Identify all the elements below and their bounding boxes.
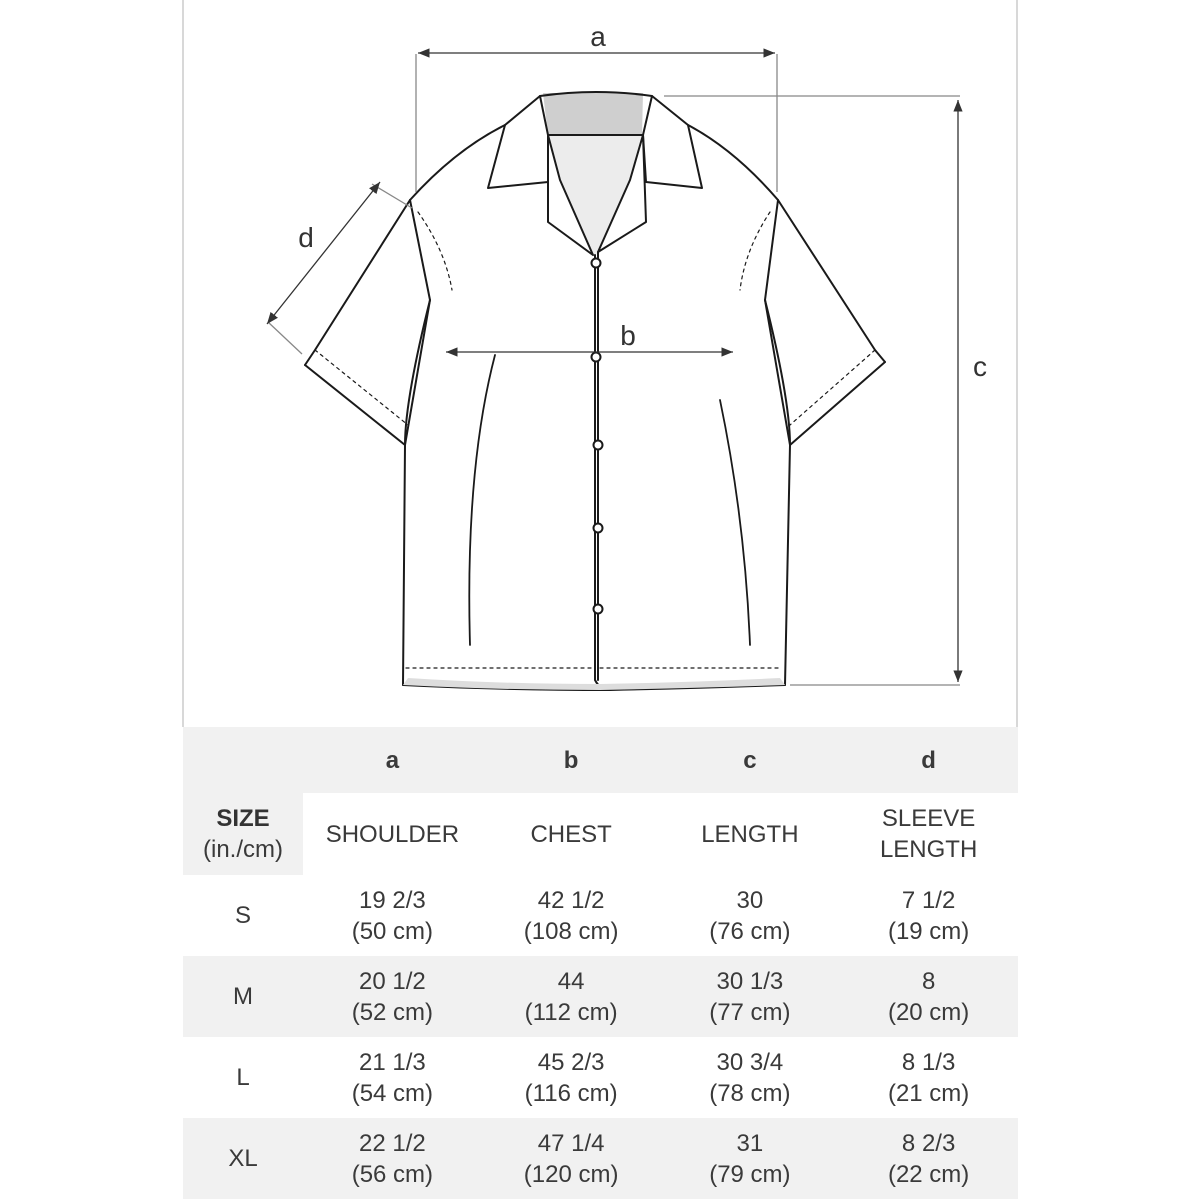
button-icon bbox=[592, 259, 601, 268]
inch-value: 31 bbox=[736, 1129, 764, 1157]
column-header-line1: CHEST bbox=[530, 820, 612, 848]
measurement-cell bbox=[661, 1037, 840, 1118]
inch-value: 22 1/2 bbox=[359, 1129, 426, 1157]
inch-value: 42 1/2 bbox=[537, 886, 605, 914]
measurement-cell bbox=[839, 1037, 1018, 1118]
table-row bbox=[183, 1037, 1018, 1118]
cm-value: (108 cm) bbox=[523, 917, 619, 945]
button-icon bbox=[592, 353, 601, 362]
cm-value: (19 cm) bbox=[887, 917, 970, 945]
sleeve-left-hem bbox=[315, 350, 408, 425]
torso-right bbox=[765, 300, 790, 685]
inch-value: 47 1/4 bbox=[537, 1129, 605, 1157]
cm-value: (79 cm) bbox=[709, 1160, 791, 1188]
inch-value: 8 1/3 bbox=[901, 1048, 956, 1076]
inch-value: 44 bbox=[557, 967, 585, 995]
sleeve-left bbox=[305, 200, 430, 445]
size-cell: L bbox=[236, 1064, 250, 1091]
label-d: d bbox=[298, 222, 314, 253]
sleeve-right-hem bbox=[790, 350, 875, 425]
dart-left bbox=[469, 355, 495, 645]
cm-value: (77 cm) bbox=[709, 998, 791, 1026]
inch-value: 30 1/3 bbox=[716, 967, 784, 995]
size-header-main: SIZE bbox=[216, 805, 270, 832]
size-rows bbox=[183, 875, 1018, 1199]
column-header-line1: SLEEVE bbox=[881, 805, 976, 832]
column-header-line1: SHOULDER bbox=[325, 820, 460, 848]
column-header-shoulder bbox=[303, 793, 482, 875]
cm-value: (50 cm) bbox=[351, 917, 434, 945]
inch-value: 19 2/3 bbox=[359, 886, 426, 914]
measurement-cell bbox=[661, 875, 840, 956]
inch-value: 8 bbox=[921, 967, 936, 995]
sleeve-left-seam bbox=[418, 212, 452, 290]
cm-value: (54 cm) bbox=[351, 1079, 434, 1107]
measurement-cell bbox=[482, 1037, 661, 1118]
header-names-row bbox=[183, 793, 1018, 875]
measurement-cell bbox=[661, 1118, 840, 1199]
button-icon bbox=[594, 441, 603, 450]
header-letter: b bbox=[482, 727, 661, 793]
inch-value: 45 2/3 bbox=[537, 1048, 605, 1076]
button-icon bbox=[594, 524, 603, 533]
collar-right bbox=[643, 96, 702, 188]
cm-value: (52 cm) bbox=[351, 998, 434, 1026]
cm-value: (22 cm) bbox=[887, 1160, 970, 1188]
measurement-cell bbox=[839, 875, 1018, 956]
size-cell: XL bbox=[183, 1118, 303, 1199]
body-right bbox=[688, 125, 885, 362]
measurement-cell bbox=[839, 956, 1018, 1037]
size-cell: S bbox=[234, 902, 251, 929]
measurement-cell bbox=[303, 956, 482, 1037]
header-letter: d bbox=[839, 727, 1018, 793]
size-header bbox=[183, 793, 303, 875]
header-letters-row bbox=[183, 727, 1018, 793]
size-header-unit: (in./cm) bbox=[203, 836, 283, 863]
table-row bbox=[183, 1118, 1018, 1199]
button-icon bbox=[594, 605, 603, 614]
header-letter: c bbox=[661, 727, 840, 793]
body-left bbox=[305, 125, 505, 365]
table-row bbox=[183, 875, 1018, 956]
dart-right bbox=[720, 400, 750, 645]
measurement-cell bbox=[839, 1118, 1018, 1199]
column-header-line2: LENGTH bbox=[879, 836, 978, 863]
cm-value: (56 cm) bbox=[351, 1160, 434, 1188]
column-header-line1: LENGTH bbox=[701, 820, 799, 848]
measurement-cell bbox=[303, 1037, 482, 1118]
measurement-cell bbox=[303, 1118, 482, 1199]
column-header-chest bbox=[482, 793, 661, 875]
torso-left bbox=[403, 300, 430, 685]
cm-value: (112 cm) bbox=[524, 998, 618, 1026]
label-a: a bbox=[590, 21, 606, 52]
cm-value: (78 cm) bbox=[709, 1079, 791, 1107]
shirt-icon bbox=[305, 92, 885, 690]
guide-d-bottom-tick bbox=[268, 322, 302, 354]
sleeve-right bbox=[765, 200, 885, 445]
collar-left bbox=[488, 96, 548, 188]
measurement-cell bbox=[303, 875, 482, 956]
inch-value: 30 bbox=[736, 886, 764, 914]
guide-d-top-tick bbox=[372, 184, 412, 208]
inch-value: 21 1/3 bbox=[359, 1048, 426, 1076]
table-row bbox=[183, 956, 1018, 1037]
size-chart-table bbox=[183, 727, 1018, 1199]
size-cell: M bbox=[183, 956, 303, 1037]
collar-back-shade bbox=[543, 93, 643, 135]
inch-value: 8 2/3 bbox=[901, 1129, 956, 1157]
measurement-cell bbox=[482, 875, 661, 956]
cm-value: (120 cm) bbox=[523, 1160, 619, 1188]
guide-d-arrow bbox=[267, 182, 380, 324]
sleeve-right-seam bbox=[740, 212, 770, 290]
cm-value: (116 cm) bbox=[524, 1079, 618, 1107]
measurement-cell bbox=[661, 956, 840, 1037]
header-letter: a bbox=[303, 727, 482, 793]
column-header-length bbox=[661, 793, 840, 875]
cm-value: (20 cm) bbox=[887, 998, 970, 1026]
cm-value: (76 cm) bbox=[709, 917, 791, 945]
label-b: b bbox=[620, 320, 636, 351]
column-header-sleeve-length bbox=[839, 793, 1018, 875]
inch-value: 20 1/2 bbox=[359, 967, 426, 995]
measurement-cell bbox=[482, 956, 661, 1037]
inch-value: 30 3/4 bbox=[716, 1048, 784, 1076]
header-empty-cell bbox=[183, 727, 303, 793]
label-c: c bbox=[973, 351, 987, 382]
cm-value: (21 cm) bbox=[887, 1079, 970, 1107]
measurement-cell bbox=[482, 1118, 661, 1199]
inch-value: 7 1/2 bbox=[901, 886, 956, 914]
